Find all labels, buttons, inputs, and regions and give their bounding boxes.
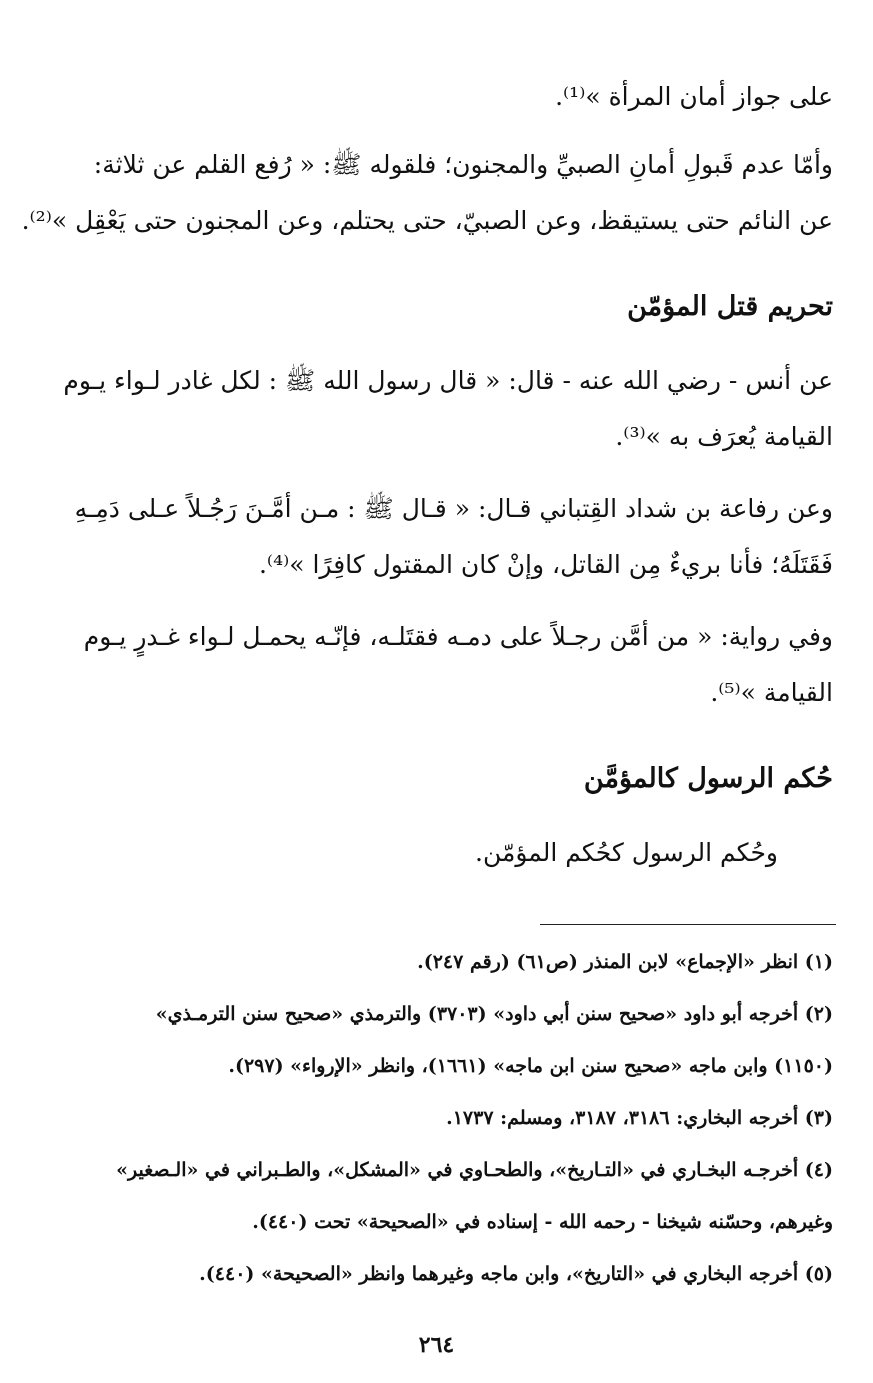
- footnote: (٤) أخرجـه البخـاري في «التـاريخ»، والطحـاوي في «المشكل»، والطـبراني في «الـصغير»: [116, 1159, 833, 1181]
- paragraph-line: وعن رفاعة بن شداد القِتباني قـال: « قـال ﷺ : مـن أمَّـنَ رَجُـلاً عـلى دَمِـهِ: [74, 494, 833, 523]
- paragraph-line: وحُكم الرسول كحُكم المؤمّن.: [475, 838, 778, 867]
- footnote: (٣) أخرجه البخاري: ٣١٨٦، ٣١٨٧، ومسلم: ١٧٣٧.: [446, 1107, 833, 1129]
- page-number: ٢٦٤: [418, 1332, 455, 1358]
- paragraph-line: وفي رواية: « من أمَّن رجـلاً على دمـه فقتَلـه، فإنّـه يحمـل لـواء غـدرٍ يـوم: [83, 622, 833, 651]
- paragraph-line: القيامة »⁽⁵⁾.: [710, 678, 833, 707]
- paragraph-line: عن أنس - رضي الله عنه - قال: « قال رسول الله ﷺ : لكل غادر لـواء يـوم: [63, 366, 833, 395]
- paragraph-line: على جواز أمان المرأة »⁽¹⁾.: [555, 82, 833, 111]
- section-heading: تحريم قتل المؤمّن: [627, 291, 833, 322]
- footnote-continuation: (١١٥٠) وابن ماجه «صحيح سنن ابن ماجه» (١٦٦١)، وانظر «الإرواء» (٢٩٧).: [228, 1055, 833, 1077]
- footnote-continuation: وغيرهم، وحسّنه شيخنا - رحمه الله - إسناده في «الصحيحة» تحت (٤٤٠).: [252, 1211, 833, 1233]
- paragraph-line: القيامة يُعرَف به »⁽³⁾.: [615, 422, 833, 451]
- footnote: (١) انظر «الإجماع» لابن المنذر (ص٦١) (رقم ٢٤٧).: [417, 951, 833, 973]
- footnote: (٢) أخرجه أبو داود «صحيح سنن أبي داود» (٣٧٠٣) والترمذي «صحيح سنن الترمـذي»: [155, 1003, 833, 1025]
- paragraph-line: عن النائم حتى يستيقظ، وعن الصبيّ، حتى يحتلم، وعن المجنون حتى يَعْقِل »⁽²⁾.: [21, 206, 833, 235]
- paragraph-line: وأمّا عدم قَبولِ أمانِ الصبيِّ والمجنون؛ فلقوله ﷺ: « رُفع القلم عن ثلاثة:: [93, 150, 833, 179]
- footnote-separator: [540, 924, 836, 925]
- paragraph-line: فَقَتَلَهُ؛ فأنا بريءٌ مِن القاتل، وإنْ كان المقتول كافِرًا »⁽⁴⁾.: [258, 550, 833, 579]
- section-heading: حُكم الرسول كالمؤمَّن: [583, 763, 833, 794]
- footnote: (٥) أخرجه البخاري في «التاريخ»، وابن ماجه وغيرهما وانظر «الصحيحة» (٤٤٠).: [199, 1263, 833, 1285]
